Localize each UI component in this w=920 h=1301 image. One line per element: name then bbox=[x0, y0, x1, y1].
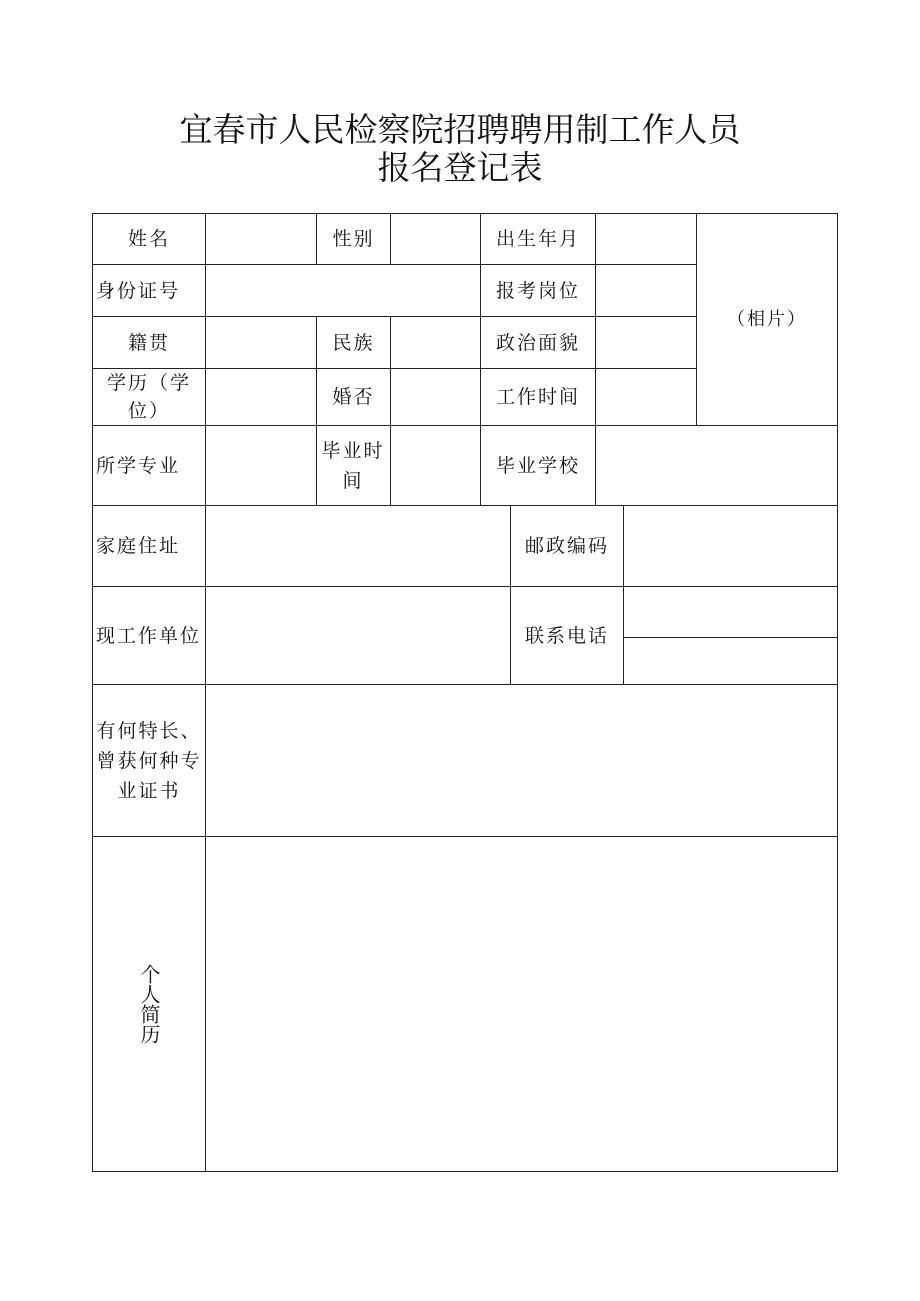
graduation-time-field[interactable] bbox=[391, 426, 480, 505]
graduation-time-label: 毕业时间 bbox=[321, 439, 385, 492]
work-time-label: 工作时间 bbox=[495, 386, 580, 408]
table-border-right bbox=[837, 213, 838, 1172]
political-status-field[interactable] bbox=[596, 317, 696, 368]
native-place-field[interactable] bbox=[206, 317, 316, 368]
skills-label: 有何特长、曾获何种专业证书 bbox=[96, 719, 202, 802]
phone-label: 联系电话 bbox=[524, 624, 609, 647]
education-field[interactable] bbox=[206, 369, 316, 425]
political-status-label: 政治面貌 bbox=[495, 331, 580, 354]
id-field[interactable] bbox=[206, 265, 480, 316]
name-label: 姓名 bbox=[127, 228, 170, 250]
position-label: 报考岗位 bbox=[495, 279, 580, 302]
school-field[interactable] bbox=[596, 426, 837, 505]
resume-field[interactable] bbox=[206, 837, 837, 1171]
address-label: 家庭住址 bbox=[96, 535, 181, 557]
birth-field[interactable] bbox=[596, 214, 696, 264]
ethnicity-field[interactable] bbox=[391, 317, 480, 368]
phone-field-1[interactable] bbox=[624, 587, 837, 637]
table-border-bottom bbox=[92, 1171, 838, 1172]
school-label: 毕业学校 bbox=[495, 454, 580, 477]
gender-field[interactable] bbox=[391, 214, 480, 264]
ethnicity-label: 民族 bbox=[332, 331, 375, 354]
birth-label: 出生年月 bbox=[495, 228, 580, 250]
work-time-field[interactable] bbox=[596, 369, 696, 425]
gender-label: 性别 bbox=[332, 228, 375, 250]
employer-label: 现工作单位 bbox=[96, 624, 202, 647]
resume-label: 个人简历 bbox=[137, 964, 161, 1044]
position-field[interactable] bbox=[596, 265, 696, 316]
major-field[interactable] bbox=[206, 426, 316, 505]
marital-label: 婚否 bbox=[332, 386, 375, 408]
skills-field[interactable] bbox=[206, 685, 837, 836]
form-title: 宜春市人民检察院招聘聘用制工作人员 bbox=[179, 110, 741, 149]
id-label: 身份证号 bbox=[96, 279, 181, 302]
address-field[interactable] bbox=[206, 506, 510, 586]
native-place-label: 籍贯 bbox=[127, 331, 170, 354]
employer-field[interactable] bbox=[206, 587, 510, 684]
name-field[interactable] bbox=[206, 214, 316, 264]
phone-field-2[interactable] bbox=[624, 638, 837, 684]
postcode-label: 邮政编码 bbox=[524, 535, 609, 557]
marital-field[interactable] bbox=[391, 369, 480, 425]
postcode-field[interactable] bbox=[624, 506, 837, 586]
education-label: 学历（学位） bbox=[106, 372, 191, 422]
form-subtitle: 报名登记表 bbox=[377, 148, 543, 187]
major-label: 所学专业 bbox=[96, 454, 181, 477]
photo-area[interactable]: （相片） bbox=[727, 308, 807, 330]
